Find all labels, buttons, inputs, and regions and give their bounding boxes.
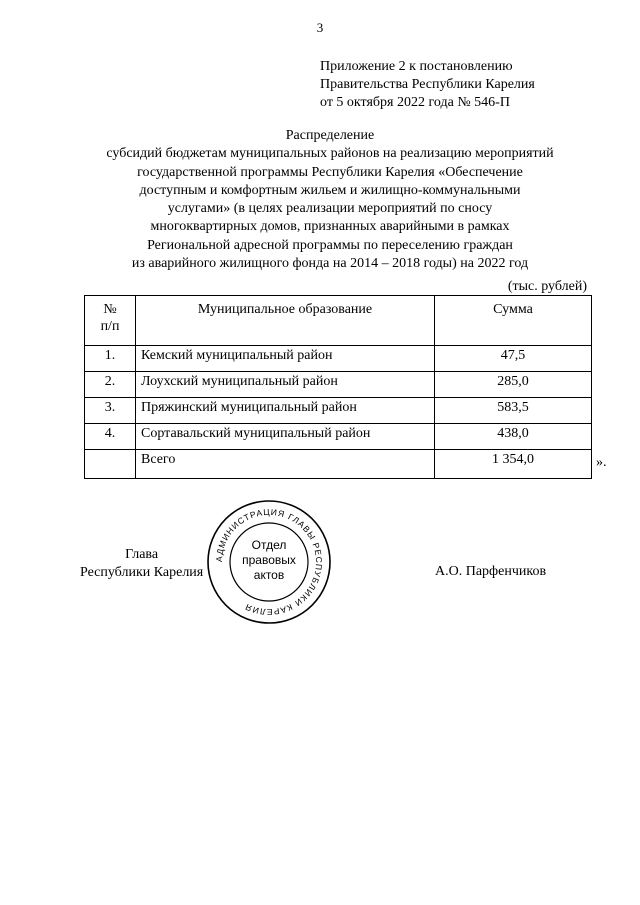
appendix-line-2: Правительства Республики Карелия xyxy=(320,77,535,92)
header-sum: Сумма xyxy=(435,296,592,346)
table-row xyxy=(85,424,592,450)
row-number: 3. xyxy=(85,398,136,424)
row-sum: 438,0 xyxy=(435,424,592,450)
table-row xyxy=(85,372,592,398)
title-line-7: Региональной адресной программы по переселению граждан xyxy=(147,237,513,253)
row-municipality: Пряжинский муниципальный район xyxy=(136,398,435,424)
table-row xyxy=(85,398,592,424)
table-header-row xyxy=(85,296,592,346)
page-number: 3 xyxy=(316,20,324,35)
distribution-table xyxy=(84,295,592,479)
row-number: 4. xyxy=(85,424,136,450)
units-note: (тыс. рублей) xyxy=(507,279,587,294)
title-line-2: субсидий бюджетам муниципальных районов на реализацию мероприятий xyxy=(106,146,554,162)
row-number: 2. xyxy=(85,372,136,398)
row-sum: 583,5 xyxy=(435,398,592,424)
document-title xyxy=(60,127,600,273)
row-sum: 47,5 xyxy=(435,346,592,372)
signatory-position xyxy=(80,546,203,582)
signatory-name: А.О. Парфенчиков xyxy=(435,564,547,579)
title-line-1: Распределение xyxy=(285,128,375,143)
official-stamp xyxy=(205,498,333,626)
appendix-line-3: от 5 октября 2022 года № 546-П xyxy=(320,95,510,110)
header-number-line-2: п/п xyxy=(100,319,120,334)
total-label: Всего xyxy=(136,450,435,479)
table-row xyxy=(85,346,592,372)
appendix-line-1: Приложение 2 к постановлению xyxy=(320,59,513,74)
header-municipality: Муниципальное образование xyxy=(136,296,435,346)
title-line-5: услугами» (в целях реализации мероприятий по сносу xyxy=(167,201,493,217)
row-number: 1. xyxy=(85,346,136,372)
stamp-line-1: Отдел xyxy=(251,538,287,552)
row-sum: 285,0 xyxy=(435,372,592,398)
row-municipality: Кемский муниципальный район xyxy=(136,346,435,372)
title-line-6: многоквартирных домов, признанных аварийными в рамках xyxy=(150,219,510,235)
position-line-2: Республики Карелия xyxy=(80,565,204,580)
row-municipality: Лоухский муниципальный район xyxy=(136,372,435,398)
position-line-1: Глава xyxy=(125,547,159,562)
total-number-cell xyxy=(85,450,136,479)
header-number xyxy=(85,296,136,346)
closing-quote-mark: ». xyxy=(596,455,607,470)
stamp-line-2: правовых xyxy=(242,553,296,567)
title-line-4: доступным и комфортным жильем и жилищно-коммунальными xyxy=(139,182,521,198)
total-sum: 1 354,0 xyxy=(435,450,592,479)
row-municipality: Сортавальский муниципальный район xyxy=(136,424,435,450)
title-line-3: государственной программы Республики Карелия «Обеспечение xyxy=(137,164,523,180)
header-number-line-1: № xyxy=(103,302,117,317)
title-line-8: из аварийного жилищного фонда на 2014 – 2018 годы) на 2022 год xyxy=(131,256,529,272)
appendix-header xyxy=(320,58,535,112)
stamp-ring-text: АДМИНИСТРАЦИЯ ГЛАВЫ РЕСПУБЛИКИ КАРЕЛИЯ xyxy=(213,506,325,618)
stamp-line-3: актов xyxy=(253,568,285,582)
table-total-row xyxy=(85,450,592,479)
